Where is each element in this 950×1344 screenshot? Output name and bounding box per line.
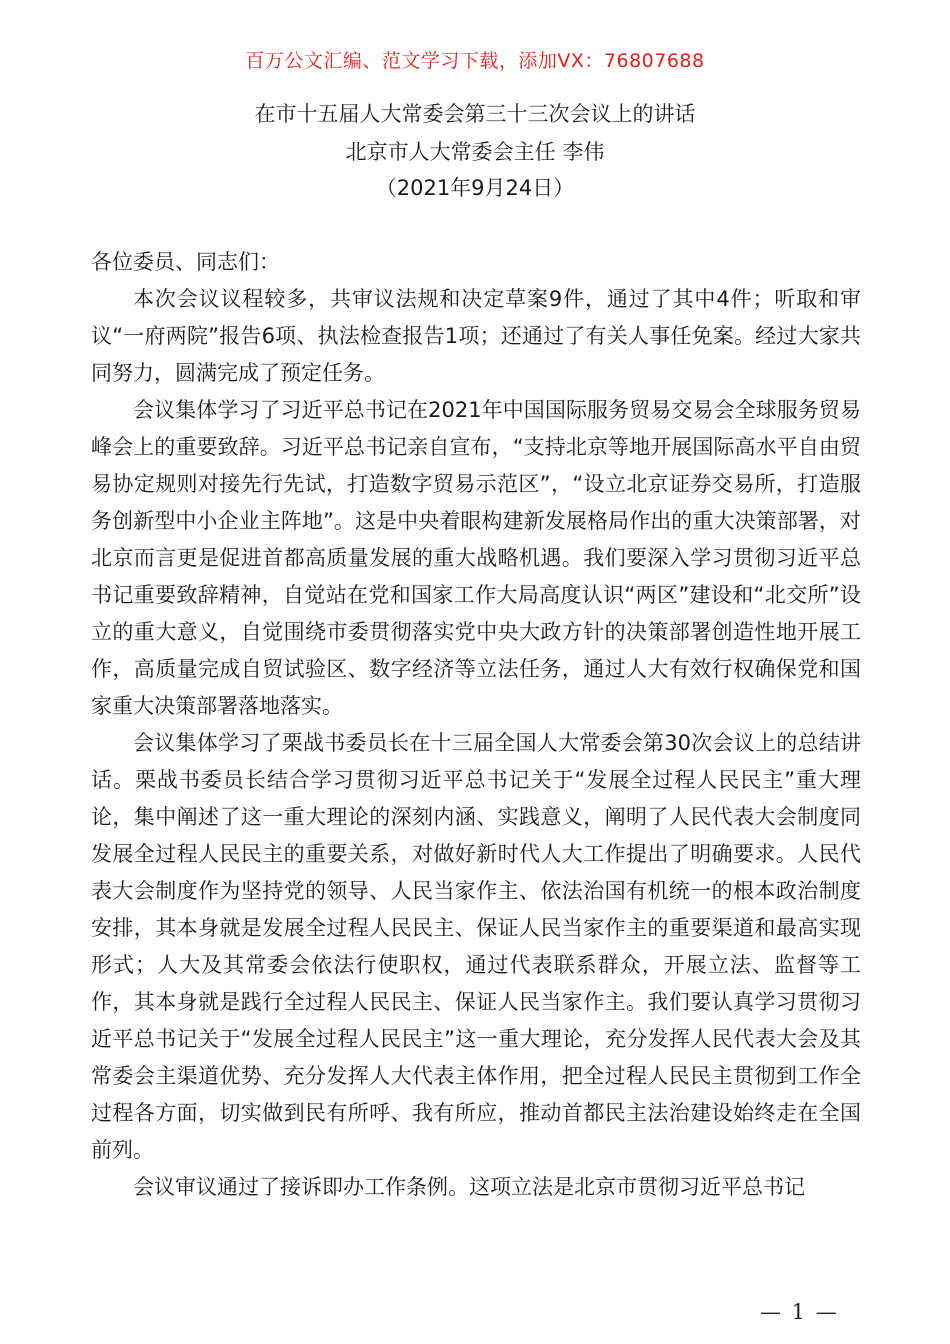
paragraph-2: 会议集体学习了习近平总书记在2021年中国国际服务贸易交易会全球服务贸易峰会上的重要致辞。习近平总书记亲自宣布，“支持北京等地开展国际高水平自由贸易协定规则对接先行先试，打造数字贸易示范区”，“设立北京证券交易所，打造服务创新型中小企业主阵地”。这是中央着眼构建新发展格局作出的重大决策部署，对北京而言更是促进首都高质量发展的重大战略机遇。我们要深入学习贯彻习近平总书记重要致辞精神，自觉站在党和国家工作大局高度认识“两区”建设和“北交所”设立的重大意义，自觉围绕市委贯彻落实党中央大政方针的决策部署创造性地开展工作，高质量完成自贸试验区、数字经济等立法任务，通过人大有效行权确保党和国家重大决策部署落地落实。: [91, 398, 861, 718]
speaker-line: 北京市人大常委会主任 李伟: [345, 140, 605, 164]
salutation: 各位委员、同志们：: [91, 250, 280, 274]
paragraph-3: 会议集体学习了栗战书委员长在十三届全国人大常委会第30次会议上的总结讲话。栗战书委员长结合学习贯彻习近平总书记关于“发展全过程人民民主”重大理论，集中阐述了这一重大理论的深刻内涵、实践意义，阐明了人民代表大会制度同发展全过程人民民主的重要关系，对做好新时代人大工作提出了明确要求。人民代表大会制度作为坚持党的领导、人民当家作主、依法治国有机统一的根本政治制度安排，其本身就是发展全过程人民民主、保证人民当家作主的重要渠道和最高实现形式；人大及其常委会依法行使职权，通过代表联系群众，开展立法、监督等工作，其本身就是践行全过程人民民主、保证人民当家作主。我们要认真学习贯彻习近平总书记关于“发展全过程人民民主”这一重大理论，充分发挥人民代表大会及其常委会主渠道优势、充分发挥人大代表主体作用，把全过程人民民主贯彻到工作全过程各方面，切实做到民有所呼、我有所应，推动首都民主法治建设始终走在全国前列。: [91, 731, 861, 1162]
speech-date: （2021年9月24日）: [375, 176, 575, 200]
page-number: — 1 —: [760, 1300, 839, 1324]
watermark-banner: 百万公文汇编、范文学习下载，添加VX：76807688: [245, 50, 705, 72]
paragraph-4: 会议审议通过了接诉即办工作条例。这项立法是北京市贯彻习近平总书记: [133, 1175, 805, 1199]
speech-title: 在市十五届人大常委会第三十三次会议上的讲话: [254, 102, 696, 126]
speech-body: [91, 244, 861, 1206]
paragraph-1: 本次会议议程较多，共审议法规和决定草案9件，通过了其中4件；听取和审议“一府两院”报告6项、执法检查报告1项；还通过了有关人事任免案。经过大家共同努力，圆满完成了预定任务。: [91, 287, 861, 385]
